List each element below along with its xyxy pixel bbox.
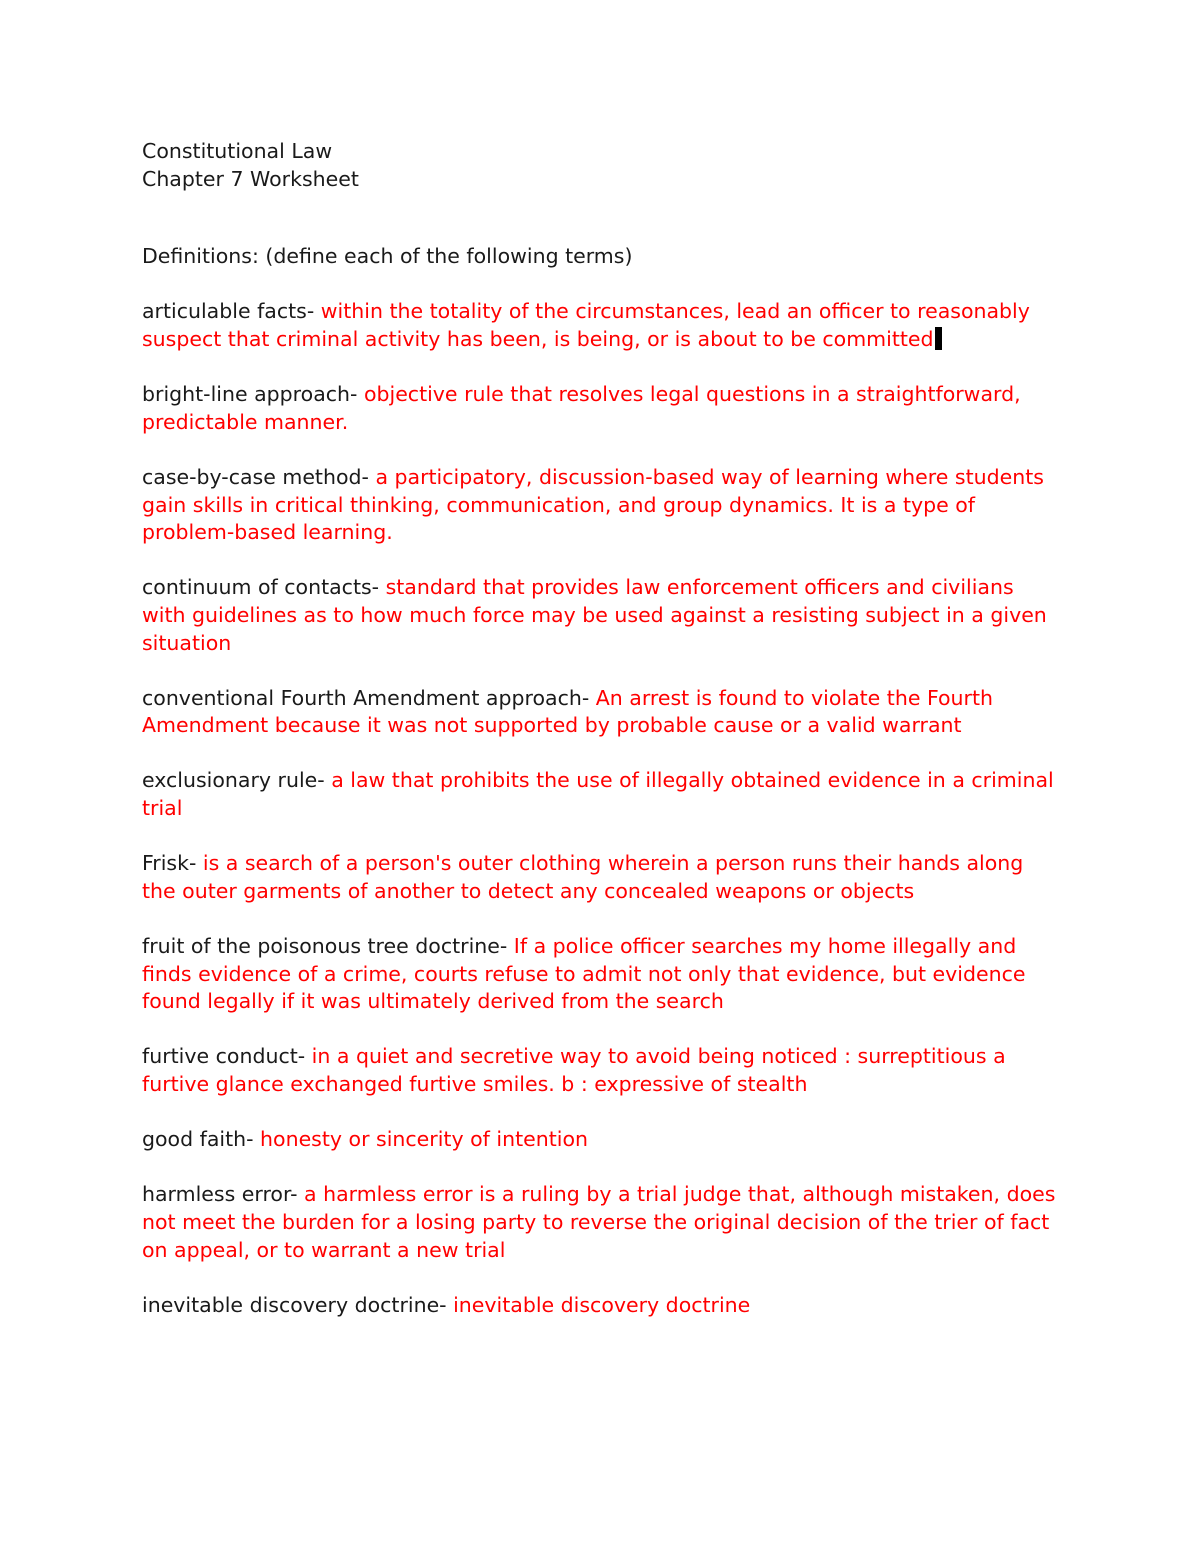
definition-entry-inevitable-discovery-doctrine[interactable]	[142, 1292, 1062, 1320]
definition[interactable]: If a police officer searches my home illegally and finds evidence of a crime, courts refuse to admit not only that evidence, but evidence found legally if it was ultimately derived from the search	[142, 934, 1026, 1014]
definition-entry-good-faith[interactable]	[142, 1126, 1062, 1154]
definition[interactable]: a participatory, discussion-based way of learning where students gain skills in critical thinking, communication, and group dynamics. It is a type of problem-based learning.	[142, 464, 1044, 545]
definition-entry-frisk[interactable]	[142, 850, 1062, 905]
definition-entry-harmless-error[interactable]	[142, 1181, 1062, 1264]
definition[interactable]: a harmless error is a ruling by a trial judge that, although mistaken, does not meet the burden for a losing party to reverse the original decision of the trier of fact on appeal, or to warrant a new trial	[142, 1182, 1056, 1262]
definition[interactable]: honesty or sincerity of intention	[260, 1127, 588, 1152]
definition[interactable]: in a quiet and secretive way to avoid being noticed : surreptitious a furtive glance exchanged furtive smiles. b : expressive of stealth	[142, 1044, 1006, 1096]
definition[interactable]: is a search of a person's outer clothing wherein a person runs their hands along the outer garments of another to detect any concealed weapons or objects	[142, 851, 1024, 903]
definition[interactable]: An arrest is found to violate the Fourth Amendment because it was not supported by probable cause or a valid warrant	[142, 685, 994, 738]
term: articulable facts-	[142, 299, 321, 324]
instructions: Definitions: (define each of the following terms)	[142, 244, 633, 269]
term: fruit of the poisonous tree doctrine-	[142, 934, 514, 959]
document-header	[142, 138, 1062, 193]
document-subtitle: Chapter 7 Worksheet	[142, 166, 359, 191]
definition[interactable]: a law that prohibits the use of illegally obtained evidence in a criminal trial	[142, 768, 1054, 821]
definition-entry-exclusionary-rule[interactable]	[142, 767, 1062, 822]
term: case-by-case method-	[142, 464, 376, 489]
definition[interactable]: within the totality of the circumstances, lead an officer to reasonably suspect that criminal activity has been, is being, or is about to be committed	[142, 299, 1030, 351]
term: good faith-	[142, 1127, 261, 1152]
term: continuum of contacts-	[142, 575, 386, 600]
term: conventional Fourth Amendment approach-	[142, 685, 596, 710]
definition[interactable]: objective rule that resolves legal questions in a straightforward, predictable manner.	[142, 382, 1021, 434]
term: furtive conduct-	[142, 1044, 312, 1069]
term: bright-line approach-	[142, 382, 364, 407]
definition-entry-fruit-of-the-poisonous-tree-doctrine[interactable]	[142, 933, 1062, 1016]
definition[interactable]: inevitable discovery doctrine	[453, 1292, 751, 1317]
document-title: Constitutional Law	[142, 139, 333, 163]
definition-entry-conventional-fourth-amendment-approach[interactable]	[142, 685, 1062, 740]
text-cursor	[935, 327, 942, 350]
definition-entry-furtive-conduct[interactable]	[142, 1043, 1062, 1098]
definition-entry-case-by-case-method[interactable]	[142, 464, 1062, 547]
document-page	[142, 138, 1062, 1319]
definition[interactable]: standard that provides law enforcement officers and civilians with guidelines as to how much force may be used against a resisting subject in a given situation	[142, 575, 1047, 655]
definition-entry-continuum-of-contacts[interactable]	[142, 574, 1062, 657]
term: harmless error-	[142, 1182, 305, 1207]
term: Frisk-	[142, 851, 203, 876]
definition-entry-bright-line-approach[interactable]	[142, 381, 1062, 436]
term: exclusionary rule-	[142, 768, 332, 793]
term: inevitable discovery doctrine-	[142, 1292, 454, 1317]
definition-entry-articulable-facts[interactable]	[142, 298, 1062, 353]
